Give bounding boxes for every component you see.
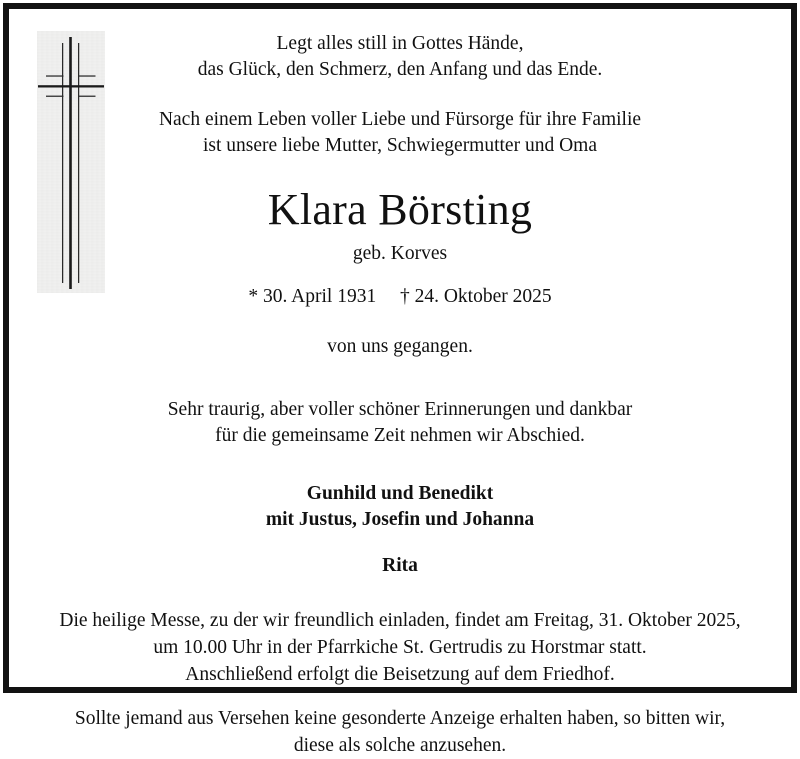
- notice-block: [9, 705, 791, 759]
- obituary-card-inner: [9, 9, 791, 756]
- intro-line-2: ist unsere liebe Mutter, Schwiegermutter und Oma: [203, 135, 597, 156]
- maiden-name: geb. Korves: [352, 243, 448, 264]
- gratitude-line-1: Sehr traurig, aber voller schöner Erinnerungen und dankbar: [167, 399, 633, 420]
- service-line-2: um 10.00 Uhr in der Pfarrkiche St. Gertrudis zu Horstmar statt.: [153, 637, 647, 658]
- intro-line-1: Nach einem Leben voller Liebe und Fürsorge für ihre Familie: [158, 109, 642, 130]
- service-line-1: Die heilige Messe, zu der wir freundlich einladen, findet am Freitag, 31. Oktober 2025,: [59, 610, 741, 631]
- service-block: [9, 607, 791, 688]
- obituary-card: [3, 3, 797, 756]
- mourner-line-3: Rita: [382, 555, 418, 576]
- birth-symbol: *: [248, 286, 259, 307]
- notice-line-2: diese als solche anzusehen.: [293, 735, 507, 756]
- obituary-text-body: [9, 9, 791, 759]
- gratitude-line-2: für die gemeinsame Zeit nehmen wir Abschied.: [215, 425, 585, 446]
- notice-line-1: Sollte jemand aus Versehen keine gesonderte Anzeige erhalten haben, so bitten wir,: [74, 708, 726, 729]
- passing-line: von uns gegangen.: [327, 336, 473, 357]
- verse-block: [9, 31, 791, 83]
- mourner-line-2: mit Justus, Josefin und Johanna: [265, 509, 535, 530]
- death-date: 24. Oktober 2025: [414, 286, 552, 307]
- life-dates: [9, 285, 791, 309]
- verse-line-1: Legt alles still in Gottes Hände,: [276, 33, 524, 54]
- service-line-3: Anschließend erfolgt die Beisetzung auf dem Friedhof.: [185, 664, 615, 685]
- mourner-line-1: Gunhild und Benedikt: [306, 483, 494, 504]
- gratitude-block: [9, 397, 791, 449]
- birth-date: 30. April 1931: [263, 286, 377, 307]
- death-symbol: †: [399, 286, 410, 307]
- intro-block: [9, 107, 791, 159]
- verse-line-2: das Glück, den Schmerz, den Anfang und das Ende.: [197, 59, 603, 80]
- mourners-block: [9, 481, 791, 579]
- deceased-name: Klara Börsting: [267, 185, 533, 234]
